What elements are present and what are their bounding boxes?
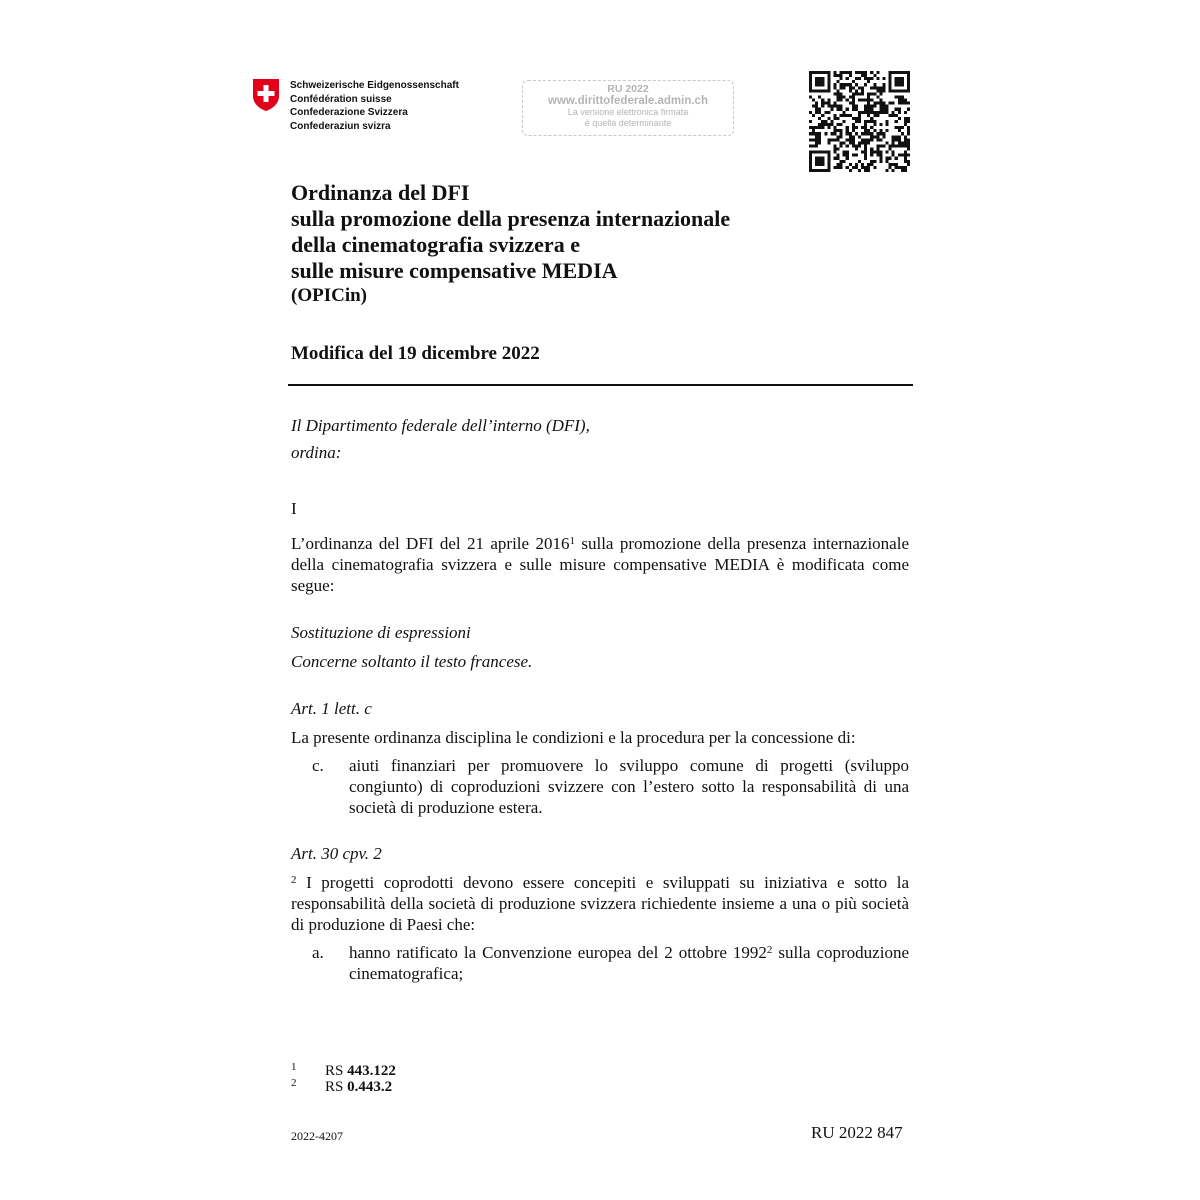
article-30-paragraph bbox=[291, 872, 909, 935]
confederation-name-fr: Confédération suisse bbox=[290, 93, 392, 105]
stamp-note-2: è quella determinante bbox=[584, 118, 672, 128]
confederation-name-it: Confederazione Svizzera bbox=[290, 107, 408, 118]
article-1-item-c: aiuti finanziari per promuovere lo sviluppo comune di progetti (sviluppo congiunto) di coproduzioni svizzere con l’estero sotto la responsabilità di una società di produzione estera. bbox=[349, 756, 909, 817]
stamp-note-1: La versione elettronica firmata bbox=[567, 107, 689, 117]
title-divider bbox=[288, 384, 913, 386]
document-number: 2022-4207 bbox=[291, 1129, 343, 1143]
amendment-intro-paragraph bbox=[291, 533, 909, 596]
amendment-date: Modifica del 19 dicembre 2022 bbox=[291, 343, 540, 364]
title-line: della cinematografia svizzera e bbox=[291, 232, 580, 257]
list-item-label: c. bbox=[312, 756, 324, 775]
official-stamp bbox=[522, 80, 734, 136]
swiss-coat-of-arms-icon bbox=[252, 78, 280, 112]
paragraph-text: I progetti coprodotti devono essere concepiti e sviluppati su iniziativa e sotto la responsabilità della società di produzione svizzera richiedente insieme a una o più società di produzione di Paesi che: bbox=[291, 873, 909, 934]
substitution-note: Concerne soltanto il testo francese. bbox=[291, 652, 533, 671]
footnote-number: 1 bbox=[291, 1061, 297, 1073]
footnote-ref: 2 bbox=[766, 944, 773, 956]
footnote-text bbox=[325, 1079, 392, 1095]
footnote-number: 2 bbox=[291, 1077, 297, 1089]
stamp-url: www.dirittofederale.admin.ch bbox=[548, 95, 708, 107]
section-number: I bbox=[291, 499, 297, 518]
qr-code-icon bbox=[809, 71, 910, 172]
paragraph-text: L’ordinanza del DFI del 21 aprile 2016 bbox=[291, 534, 570, 553]
title-abbreviation: (OPICin) bbox=[291, 285, 367, 306]
title-line: sulle misure compensative MEDIA bbox=[291, 258, 618, 283]
item-text: sulla coproduzione cinematografica; bbox=[349, 943, 909, 983]
confederation-names bbox=[290, 79, 459, 133]
article-1-heading: Art. 1 lett. c bbox=[291, 699, 372, 718]
list-item-label: a. bbox=[312, 943, 324, 962]
preamble-ordina: ordina: bbox=[291, 443, 342, 462]
footnote-prefix: RS bbox=[325, 1079, 348, 1095]
document-title bbox=[291, 180, 730, 284]
item-text: hanno ratificato la Convenzione europea del 2 ottobre 1992 bbox=[349, 943, 767, 962]
footnote-reference: 0.443.2 bbox=[347, 1079, 393, 1095]
title-line: sulla promozione della presenza internazionale bbox=[291, 206, 731, 231]
qr-code-modules bbox=[809, 71, 910, 172]
article-30-heading: Art. 30 cpv. 2 bbox=[291, 844, 382, 863]
article-30-item-a bbox=[349, 942, 909, 984]
confederation-name-de: Schweizerische Eidgenossenschaft bbox=[290, 80, 459, 91]
paragraph-text: sulla promozione della presenza internazionale della cinematografia svizzera e sulle misure compensative MEDIA è modificata come segue: bbox=[291, 534, 909, 595]
footnote-ref: 1 bbox=[569, 535, 575, 547]
title-line: Ordinanza del DFI bbox=[291, 180, 470, 205]
confederation-name-rm: Confederaziun svizra bbox=[290, 120, 391, 132]
substitution-heading: Sostituzione di espressioni bbox=[291, 623, 471, 642]
article-1-text: La presente ordinanza disciplina le condizioni e la procedura per la concessione di: bbox=[291, 728, 856, 747]
paragraph-number: 2 bbox=[291, 874, 297, 886]
stamp-ru: RU 2022 bbox=[607, 83, 649, 95]
footnote-prefix: RS bbox=[325, 1063, 348, 1079]
preamble-authority: Il Dipartimento federale dell’interno (DFI), bbox=[291, 416, 590, 435]
official-compilation-reference: RU 2022 847 bbox=[811, 1123, 903, 1142]
footnote-reference: 443.122 bbox=[347, 1063, 396, 1079]
footnote-text bbox=[325, 1063, 396, 1079]
